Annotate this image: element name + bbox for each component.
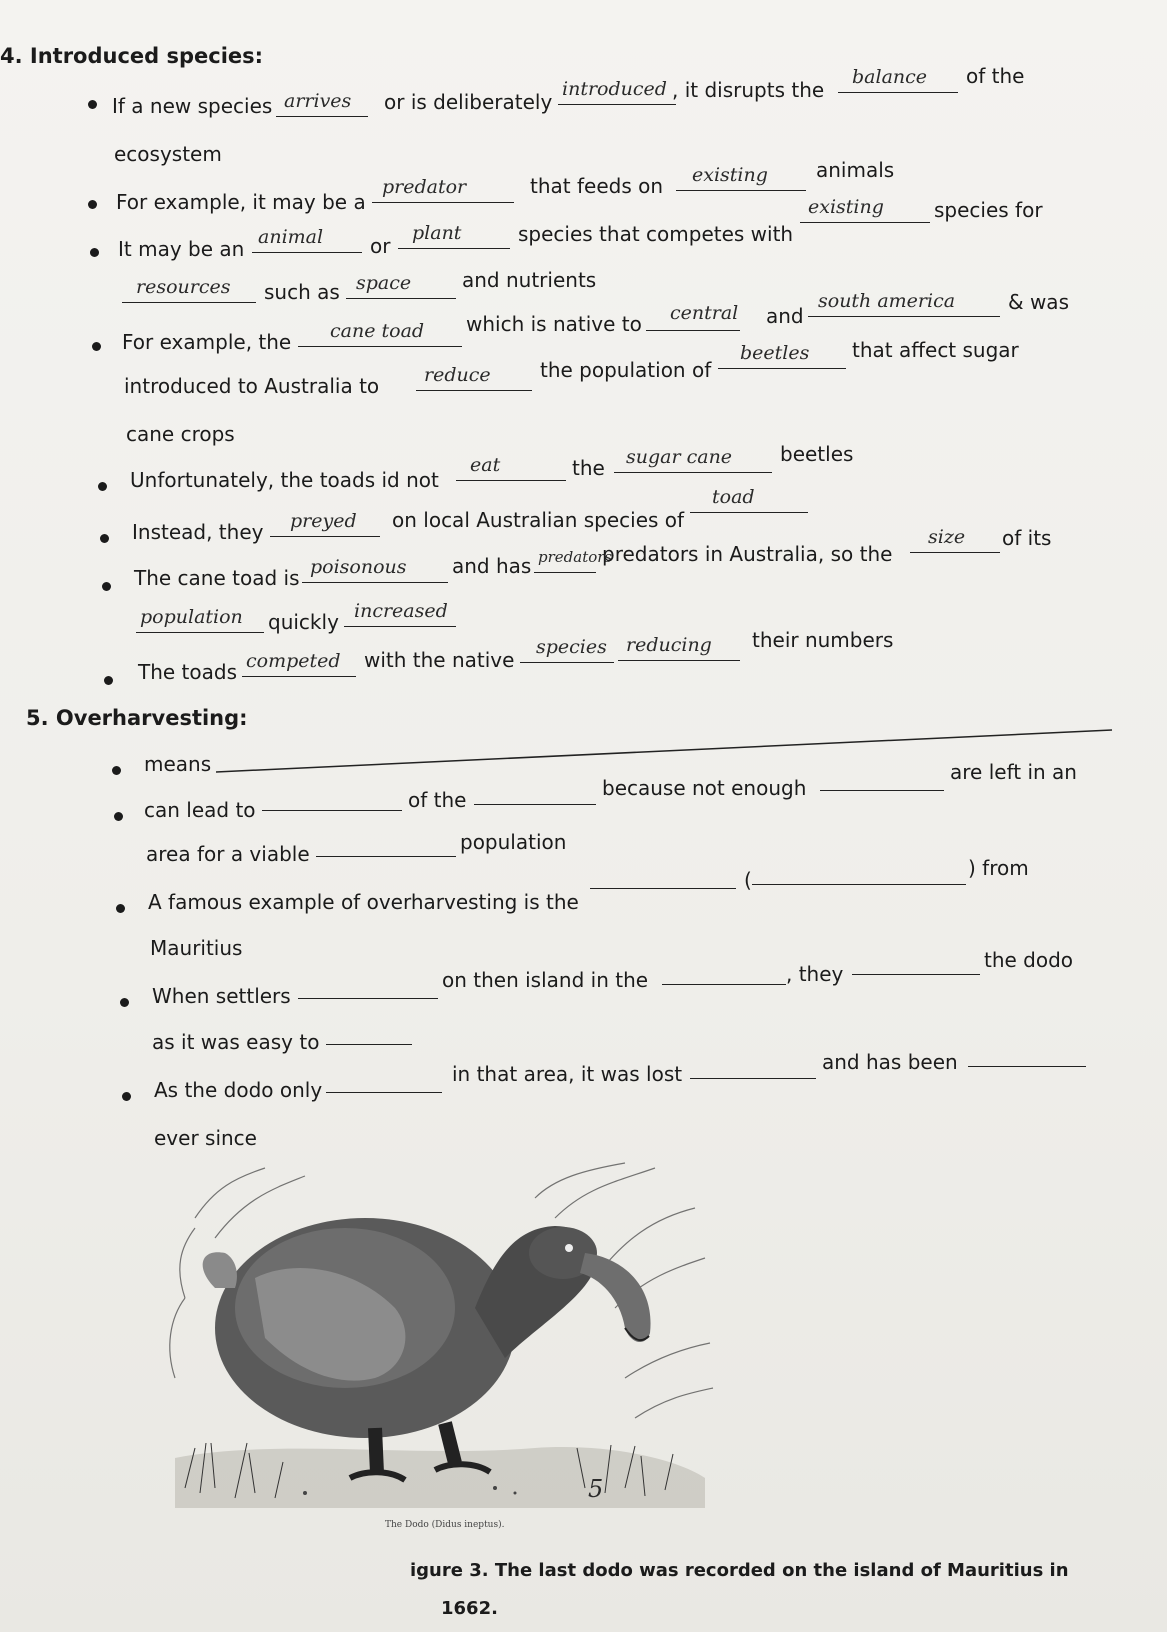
text: Instead, they	[132, 520, 264, 544]
blank-line[interactable]	[136, 632, 264, 633]
bullet	[92, 342, 101, 351]
bullet	[88, 200, 97, 209]
text: of the	[966, 64, 1025, 88]
text: and	[766, 304, 804, 328]
text: ecosystem	[114, 142, 222, 166]
handwritten-answer: population	[140, 606, 243, 628]
blank-line[interactable]	[122, 302, 256, 303]
handwritten-answer: preyed	[290, 510, 357, 532]
text: area for a viable	[146, 842, 310, 866]
blank-line[interactable]	[558, 104, 676, 105]
bullet	[116, 904, 125, 913]
text: cane crops	[126, 422, 235, 446]
text: For example, it may be a	[116, 190, 366, 214]
handwritten-answer: species	[536, 636, 607, 658]
handwritten-answer: predators	[538, 548, 613, 566]
handwritten-answer: sugar cane	[626, 446, 733, 468]
text: introduced to Australia to	[124, 374, 380, 398]
text: and has	[452, 554, 532, 578]
blank-line[interactable]	[590, 888, 736, 889]
blank-line[interactable]	[800, 222, 930, 223]
text: the	[572, 456, 605, 480]
bullet	[102, 582, 111, 591]
text: ever since	[154, 1126, 257, 1150]
bullet	[100, 534, 109, 543]
blank-line[interactable]	[808, 316, 1000, 317]
text: Unfortunately, the toads id not	[130, 468, 439, 492]
bullet	[122, 1092, 131, 1101]
blank-line[interactable]	[520, 662, 614, 663]
blank-line[interactable]	[614, 472, 772, 473]
handwritten-answer: beetles	[740, 342, 810, 364]
blank-line[interactable]	[752, 884, 966, 885]
text: (	[744, 868, 752, 892]
text: , they	[786, 962, 844, 986]
handwritten-answer: eat	[470, 454, 501, 476]
text: beetles	[780, 442, 854, 466]
handwritten-answer: existing	[692, 164, 768, 186]
text: can lead to	[144, 798, 256, 822]
text: and nutrients	[462, 268, 597, 292]
blank-line[interactable]	[298, 998, 438, 999]
text: The toads	[138, 660, 238, 684]
text: Mauritius	[150, 936, 243, 960]
text: their numbers	[752, 628, 894, 652]
blank-line[interactable]	[242, 676, 356, 677]
text: the population of	[540, 358, 712, 382]
blank-line[interactable]	[474, 804, 596, 805]
handwritten-answer: south america	[818, 290, 956, 312]
text: that affect sugar	[852, 338, 1019, 362]
text: such as	[264, 280, 340, 304]
text: with the native	[364, 648, 515, 672]
text: on then island in the	[442, 968, 649, 992]
handwritten-answer: space	[356, 272, 412, 294]
blank-line[interactable]	[302, 582, 448, 583]
handwritten-answer: cane toad	[330, 320, 425, 342]
bullet	[120, 998, 129, 1007]
blank-line[interactable]	[646, 330, 740, 331]
text: The cane toad is	[134, 566, 300, 590]
text: & was	[1008, 290, 1069, 314]
bullet	[114, 812, 123, 821]
figure-inner-caption: The Dodo (Didus ineptus).	[385, 1520, 505, 1530]
blank-line[interactable]	[690, 512, 808, 513]
text: As the dodo only	[154, 1078, 323, 1102]
text: For example, the	[122, 330, 292, 354]
handwritten-answer: toad	[712, 486, 755, 508]
text: species for	[934, 198, 1043, 222]
blank-line[interactable]	[316, 856, 456, 857]
handwritten-answer: resources	[136, 276, 231, 298]
text: , it disrupts the	[672, 78, 825, 102]
text: that feeds on	[530, 174, 664, 198]
text: the dodo	[984, 948, 1074, 972]
handwritten-answer: increased	[354, 600, 448, 622]
text: are left in an	[950, 760, 1077, 784]
blank-line[interactable]	[456, 480, 566, 481]
blank-line[interactable]	[398, 248, 510, 249]
text: because not enough	[602, 776, 807, 800]
bullet	[104, 676, 113, 685]
blank-line[interactable]	[346, 298, 456, 299]
handwritten-answer: reducing	[626, 634, 712, 656]
text: animals	[816, 158, 895, 182]
blank-line[interactable]	[326, 1092, 442, 1093]
blank-line[interactable]	[968, 1066, 1086, 1067]
blank-line[interactable]	[820, 790, 944, 791]
blank-line[interactable]	[534, 572, 596, 573]
text: or is deliberately	[384, 90, 553, 114]
margin-mark: 5	[588, 1475, 604, 1503]
handwritten-answer: animal	[258, 226, 324, 248]
text: If a new species	[112, 94, 273, 118]
blank-line[interactable]	[690, 1078, 816, 1079]
blank-line[interactable]	[416, 390, 532, 391]
blank-line[interactable]	[276, 116, 368, 117]
text: of the	[408, 788, 467, 812]
text: species that competes with	[518, 222, 794, 246]
handwritten-answer: balance	[852, 66, 928, 88]
bullet	[112, 766, 121, 775]
bullet	[88, 100, 97, 109]
handwritten-answer: plant	[412, 222, 462, 244]
text: ) from	[968, 856, 1029, 880]
section-5-heading: 5. Overharvesting:	[26, 706, 248, 730]
handwritten-answer: size	[928, 526, 966, 548]
handwritten-answer: central	[670, 302, 739, 324]
figure-caption: igure 3. The last dodo was recorded on the island of Mauritius in	[410, 1560, 1069, 1581]
blank-line[interactable]	[270, 536, 380, 537]
text: as it was easy to	[152, 1030, 320, 1054]
dodo-illustration	[155, 1158, 715, 1538]
handwritten-answer: arrives	[284, 90, 352, 112]
section-4-heading: 4. Introduced species:	[0, 44, 264, 68]
text: A famous example of overharvesting is the	[148, 890, 579, 914]
blank-line[interactable]	[838, 92, 958, 93]
blank-line[interactable]	[676, 190, 806, 191]
handwritten-answer: introduced	[562, 78, 667, 100]
blank-line[interactable]	[262, 810, 402, 811]
text: population	[460, 830, 567, 854]
handwritten-answer: reduce	[424, 364, 491, 386]
blank-line[interactable]	[662, 984, 786, 985]
text: predators in Australia, so the	[602, 542, 893, 566]
blank-line[interactable]	[618, 660, 740, 661]
handwritten-answer: predator	[382, 176, 467, 198]
blank-line[interactable]	[718, 368, 846, 369]
text: on local Australian species of	[392, 508, 685, 532]
blank-line[interactable]	[852, 974, 980, 975]
bullet	[98, 482, 107, 491]
handwritten-answer: poisonous	[310, 556, 407, 578]
blank-line[interactable]	[252, 252, 362, 253]
blank-line[interactable]	[326, 1044, 412, 1045]
text: which is native to	[466, 312, 642, 336]
text: When settlers	[152, 984, 291, 1008]
text: means	[144, 752, 212, 776]
handwritten-answer: existing	[808, 196, 884, 218]
blank-line[interactable]	[298, 346, 462, 347]
text: or	[370, 234, 391, 258]
text: of its	[1002, 526, 1052, 550]
blank-line[interactable]	[910, 552, 1000, 553]
text: in that area, it was lost	[452, 1062, 683, 1086]
text: It may be an	[118, 237, 245, 261]
bullet	[90, 248, 99, 257]
blank-line[interactable]	[372, 202, 514, 203]
blank-line[interactable]	[344, 626, 456, 627]
handwritten-answer: competed	[246, 650, 341, 672]
text: quickly	[268, 610, 339, 634]
text: and has been	[822, 1050, 958, 1074]
figure-caption-year: 1662.	[441, 1598, 498, 1619]
